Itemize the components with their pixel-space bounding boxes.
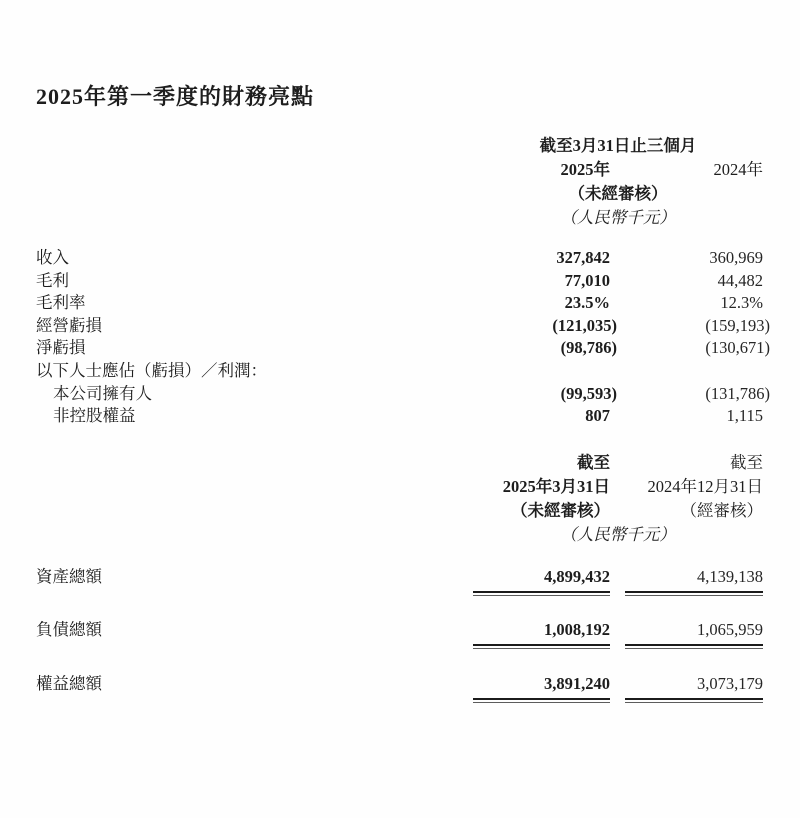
date-header-row <box>473 475 763 499</box>
value-2024: 3,073,179 <box>625 673 763 700</box>
asat-header-row <box>473 451 763 475</box>
table-row-operating-loss <box>36 315 770 338</box>
row-label: 負債總額 <box>36 620 102 640</box>
value-2024: 360,969 <box>709 248 763 267</box>
table-row-net-loss <box>36 337 770 360</box>
row-label: 本公司擁有人 <box>53 383 152 403</box>
value-2025: (121,035) <box>552 315 617 335</box>
value-2025: 327,842 <box>556 248 610 267</box>
table-row-gross-profit <box>36 270 763 293</box>
value-2024: (159,193) <box>705 315 770 335</box>
row-label: 毛利率 <box>36 293 86 313</box>
row-label: 毛利 <box>36 270 69 290</box>
row-label: 經營虧損 <box>36 315 102 335</box>
table-row-total-equity <box>36 673 763 700</box>
value-2025: (98,786) <box>560 338 617 358</box>
table-row-total-liabilities <box>36 619 763 646</box>
value-2024: 12.3% <box>720 293 763 313</box>
table-row-non-controlling-interests <box>36 405 763 428</box>
row-label: 以下人士應佔（虧損）／利潤： <box>36 360 267 380</box>
row-label: 淨虧損 <box>36 338 86 358</box>
row-label: 收入 <box>36 248 69 267</box>
value-2025: 1,008,192 <box>473 619 610 646</box>
value-2024: 1,115 <box>726 406 763 426</box>
value-2024: 44,482 <box>717 270 763 290</box>
table-row-owners-of-company <box>36 383 770 406</box>
income-table-rows <box>36 247 770 428</box>
value-2025: (99,593) <box>560 383 617 403</box>
date-2025: 2025年3月31日 <box>502 476 610 496</box>
column-header-2024: 2024年 <box>713 160 763 179</box>
currency-note: （人民幣千元） <box>560 524 676 544</box>
asat-label-2025: 截至 <box>577 452 610 472</box>
audit-note: （未經審核） <box>568 184 668 203</box>
balance-sheet-section <box>36 451 763 700</box>
row-label: 權益總額 <box>36 673 102 693</box>
balance-table-header <box>473 451 763 547</box>
value-2025: 3,891,240 <box>473 673 610 700</box>
table-row-total-assets <box>36 566 763 593</box>
value-2024: 4,139,138 <box>625 566 763 593</box>
value-2025: 23.5% <box>564 293 610 313</box>
row-label: 資產總額 <box>36 566 102 586</box>
audit-note-2025: （未經審核） <box>511 500 610 520</box>
income-table-header <box>473 134 763 230</box>
value-2025: 807 <box>585 406 610 426</box>
audit-note-2024: （經審核） <box>680 500 763 520</box>
value-2025: 4,899,432 <box>473 566 610 593</box>
table-row-revenue <box>36 247 763 270</box>
table-row-gross-margin <box>36 292 763 315</box>
page-title: 2025年第一季度的財務亮點 <box>36 84 315 109</box>
value-2024: 1,065,959 <box>625 619 763 646</box>
period-header: 截至3月31日止三個月 <box>539 136 697 155</box>
balance-table-rows <box>36 566 763 700</box>
value-2025: 77,010 <box>564 270 610 290</box>
income-statement-section <box>36 134 770 428</box>
row-label: 非控股權益 <box>53 406 136 426</box>
currency-note: （人民幣千元） <box>560 208 676 227</box>
column-header-2025: 2025年 <box>560 160 610 179</box>
date-2024: 2024年12月31日 <box>647 476 763 496</box>
year-header-row <box>473 158 763 182</box>
table-row-attributable-heading <box>36 360 763 383</box>
value-2024: (131,786) <box>705 383 770 403</box>
value-2024: (130,671) <box>705 338 770 358</box>
asat-label-2024: 截至 <box>730 452 763 472</box>
audit-header-row <box>473 499 763 523</box>
